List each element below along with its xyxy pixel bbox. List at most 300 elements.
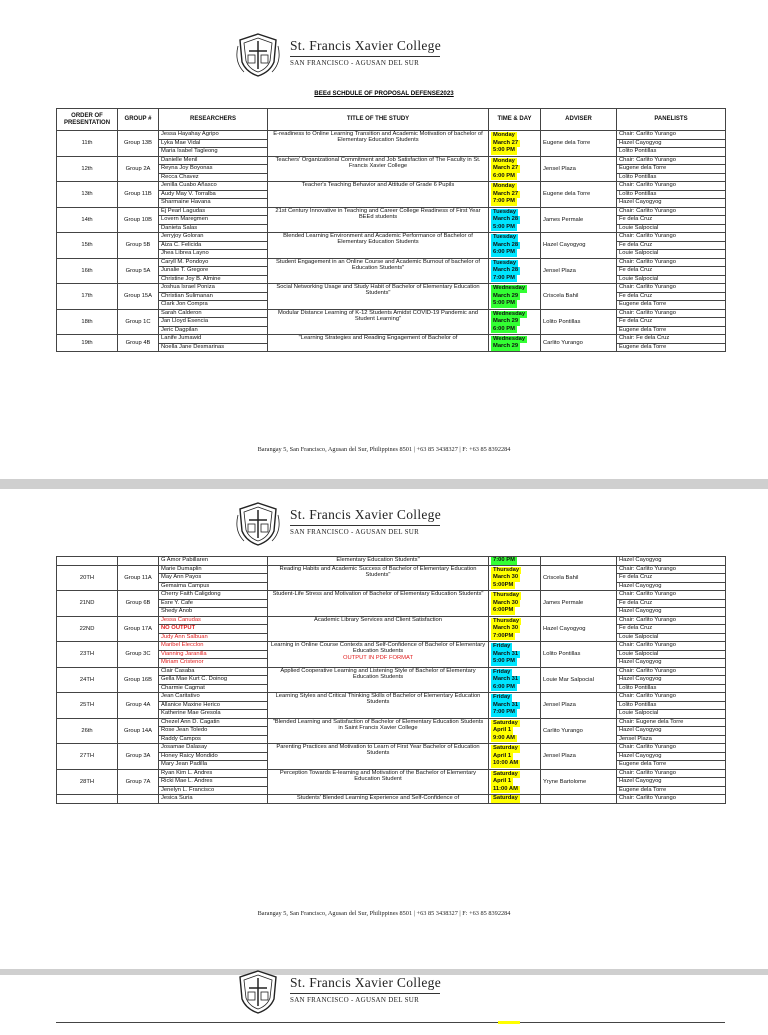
study-title: Student-Life Stress and Motivation of Bachelor of Elementary Education Students" xyxy=(272,591,484,597)
researcher-name: Danielle Menil xyxy=(161,156,198,163)
order-cell: 12th xyxy=(57,156,118,182)
researcher-name: Ej Pearl Lagudas xyxy=(161,207,206,214)
time-day-cell xyxy=(489,131,541,157)
time-day-cell xyxy=(489,233,541,259)
study-title-cell xyxy=(268,284,489,310)
researcher-name: Jerryjoy Goloran xyxy=(161,233,204,239)
study-title: Reading Habits and Academic Success of Bachelor of Elementary Education Students" xyxy=(279,565,477,578)
researcher-name: Jessa Hayahay Agripo xyxy=(161,131,219,137)
adviser-cell: Eugene dela Torre xyxy=(541,182,617,208)
panelist-name: Fe dela Cruz xyxy=(617,599,725,608)
column-header: RESEARCHERS xyxy=(159,109,268,131)
researcher-name: Recca Chavez xyxy=(159,173,267,182)
researcher-name: Aiza C. Felicida xyxy=(159,241,267,250)
panelist-name: Fe dela Cruz xyxy=(617,292,725,301)
time-day-line xyxy=(489,771,540,779)
panelists-cell xyxy=(617,667,726,693)
time-day-line xyxy=(489,745,540,753)
researchers-cell xyxy=(159,207,268,233)
time-day-line xyxy=(489,669,540,677)
time-day-text: 5:00 PM xyxy=(493,223,515,230)
researchers-cell xyxy=(159,557,268,566)
panelist-name: Chair: Carlito Yurango xyxy=(619,284,676,290)
panelist-name: Fe dela Cruz xyxy=(617,317,725,326)
researchers-cell xyxy=(159,642,268,668)
group-cell: Group 11A xyxy=(118,565,159,591)
college-name: St. Francis Xavier College xyxy=(290,507,442,522)
researcher-name: Esre Y. Cafe xyxy=(159,599,267,608)
column-header: TIME & DAY xyxy=(489,109,541,131)
adviser-cell: Hazel Cayogyog xyxy=(541,233,617,259)
panelists-cell xyxy=(617,565,726,591)
time-day-text: March 27 xyxy=(493,190,519,197)
panelist-name: Lolito Pontillas xyxy=(617,701,725,710)
panelist-name: Hazel Cayogyog xyxy=(617,582,725,591)
time-day-line xyxy=(489,158,540,166)
order-cell: 21ND xyxy=(57,591,118,617)
document-page-2 xyxy=(0,489,768,969)
time-day-text: March 29 xyxy=(493,318,519,324)
panelist-name: Chair: Carlito Yurango xyxy=(619,591,676,597)
group-cell: Group 2A xyxy=(118,156,159,182)
panelist-name: Hazel Cayogyog xyxy=(617,139,725,148)
time-day-cell xyxy=(489,284,541,310)
college-crest-icon xyxy=(236,969,280,1015)
researchers-cell xyxy=(159,769,268,795)
panelist-name: Lolito Pontillas xyxy=(617,147,725,156)
college-header xyxy=(236,501,556,549)
time-day-text: 5:00 PM xyxy=(493,300,515,306)
time-day-text: 5:00 PM xyxy=(493,658,515,664)
researchers-cell xyxy=(159,591,268,617)
time-day-text: March 27 xyxy=(493,139,519,146)
adviser-cell: Lolito Pontillas xyxy=(541,642,617,668)
adviser-cell: Jensel Plaza xyxy=(541,258,617,284)
table-row xyxy=(57,744,726,770)
time-day-text: Tuesday xyxy=(493,234,517,240)
order-cell: 27TH xyxy=(57,744,118,770)
panelist-name: Eugene dela Torre xyxy=(617,343,725,352)
panelist-name: Louie Salpocial xyxy=(617,224,725,233)
researcher-name: Clair Casaba xyxy=(161,667,195,674)
time-day-text: Monday xyxy=(493,132,515,138)
group-cell: Group 7A xyxy=(118,769,159,795)
time-day-line xyxy=(489,311,540,319)
table-row xyxy=(57,258,726,284)
study-title: Parenting Practices and Motivation to Learn of First Year Bachelor of Education Students xyxy=(276,744,480,757)
time-day-text: Tuesday xyxy=(493,259,517,266)
header-divider xyxy=(290,56,440,57)
document-title: BEEd SCHDULE OF PROPOSAL DEFENSE2023 xyxy=(314,90,454,97)
time-day-line xyxy=(489,735,540,743)
study-title: Student Engagement in an Online Course and Academic Burnout of bachelor of Education Students" xyxy=(276,258,480,271)
table-row xyxy=(57,693,726,719)
adviser-cell: Yryne Bartolome xyxy=(541,769,617,795)
study-title-cell xyxy=(268,642,489,668)
college-header xyxy=(236,32,556,80)
study-title: E-readiness to Online Learning Transition and Academic Motivation of bachelor of Elementary Education Students xyxy=(273,131,483,144)
time-day-line xyxy=(489,198,540,206)
time-day-text: 5:00 PM xyxy=(493,147,515,153)
panelist-name: Lolito Pontillas xyxy=(617,190,725,199)
time-day-text: Thursday xyxy=(493,617,520,624)
table-row xyxy=(57,616,726,642)
adviser-cell: Carlito Yurango xyxy=(541,718,617,744)
study-title-cell xyxy=(268,744,489,770)
time-day-line xyxy=(489,592,540,600)
panelist-name: Louie Salpocial xyxy=(617,709,725,718)
group-cell: Group 5B xyxy=(118,233,159,259)
time-day-line xyxy=(489,625,540,633)
time-day-text: April 1 xyxy=(493,752,512,759)
researcher-name: Charmie Cagmat xyxy=(159,684,267,693)
adviser-cell xyxy=(541,557,617,566)
time-day-cell xyxy=(489,207,541,233)
adviser-cell: James Permale xyxy=(541,207,617,233)
time-day-line xyxy=(489,191,540,199)
time-day-line xyxy=(489,786,540,794)
panelist-name: Chair: Carlito Yurango xyxy=(619,182,676,188)
time-day-text: 7:00 PM xyxy=(493,198,515,204)
panelist-name: Chair: Carlito Yurango xyxy=(619,642,676,648)
researcher-name: Honey Raicy Mondido xyxy=(159,752,267,761)
panelists-cell xyxy=(617,693,726,719)
time-day-text: March 31 xyxy=(493,701,519,708)
researchers-cell xyxy=(159,718,268,744)
document-page-1 xyxy=(0,0,768,479)
time-day-line xyxy=(489,326,540,334)
time-day-text: March 29 xyxy=(493,292,519,299)
panelist-name: Louie Salpocial xyxy=(617,633,725,642)
order-cell: 17th xyxy=(57,284,118,310)
time-day-line xyxy=(489,618,540,626)
researchers-cell xyxy=(159,565,268,591)
table-row xyxy=(57,233,726,259)
group-cell: Group 3A xyxy=(118,744,159,770)
panelist-name: Louie Salpocial xyxy=(617,275,725,284)
order-cell: 25TH xyxy=(57,693,118,719)
panelist-name: Hazel Cayogyog xyxy=(617,607,725,616)
panelist-name: Chair: Carlito Yurango xyxy=(619,258,676,265)
group-cell: Group 11B xyxy=(118,182,159,208)
study-title-cell xyxy=(268,207,489,233)
adviser-cell: Lolito Pontillas xyxy=(541,309,617,335)
study-title: Teacher's Teaching Behavior and Attitude of Grade 6 Pupils xyxy=(301,182,455,188)
researcher-name: Reyna Joy Boyonas xyxy=(159,164,267,173)
study-title-cell xyxy=(268,156,489,182)
adviser-cell: Eugene dela Torre xyxy=(541,131,617,157)
time-day-line xyxy=(489,336,540,344)
researcher-name: Shedy Anob xyxy=(159,607,267,616)
researcher-name: Jan Lloyd Esencia xyxy=(159,317,267,326)
time-day-cell xyxy=(489,309,541,335)
time-day-line xyxy=(489,727,540,735)
time-day-line xyxy=(489,567,540,575)
panelist-name: Chair: Carlito Yurango xyxy=(619,616,676,623)
column-header: ADVISER xyxy=(541,109,617,131)
study-title-cell xyxy=(268,693,489,719)
panelists-cell xyxy=(617,258,726,284)
order-cell: 28TH xyxy=(57,769,118,795)
time-day-line xyxy=(489,224,540,232)
researchers-cell xyxy=(159,284,268,310)
table-row xyxy=(57,156,726,182)
time-day-cell xyxy=(489,616,541,642)
researcher-name: Marie Dumaplin xyxy=(161,565,202,572)
group-cell: Group 16B xyxy=(118,667,159,693)
panelist-name: Hazel Cayogyog xyxy=(619,557,662,563)
time-day-line xyxy=(489,658,540,666)
table-row xyxy=(57,591,726,617)
order-cell: 24TH xyxy=(57,667,118,693)
group-cell: Group 3C xyxy=(118,642,159,668)
study-title: Elementary Education Students" xyxy=(336,557,420,563)
panelist-name: Chair: Carlito Yurango xyxy=(619,744,676,750)
researcher-name: Vianning Jaranilla xyxy=(159,650,267,659)
output-note: OUTPUT IN PDF FORMAT xyxy=(343,654,413,661)
group-cell: Group 5A xyxy=(118,258,159,284)
group-cell: Group 10B xyxy=(118,207,159,233)
researcher-name: Jenilla Cuabo Añasco xyxy=(161,182,217,188)
column-header: PANELISTS xyxy=(617,109,726,131)
panelist-name: Fe dela Cruz xyxy=(617,624,725,633)
panelists-cell xyxy=(617,718,726,744)
schedule-table-page-1 xyxy=(56,108,726,352)
order-cell: 20TH xyxy=(57,565,118,591)
order-cell xyxy=(57,795,118,804)
researchers-cell xyxy=(159,182,268,208)
time-day-line xyxy=(489,651,540,659)
time-day-text: 9:00 AM xyxy=(493,734,516,741)
researcher-name: Christian Sulimanan xyxy=(159,292,267,301)
college-location: SAN FRANCISCO - AGUSAN DEL SUR xyxy=(290,59,420,67)
researcher-name: Rose Jean Toledo xyxy=(159,726,267,735)
researcher-name: Jean Caritativo xyxy=(161,693,200,699)
panelist-name: Louie Salpocial xyxy=(617,650,725,659)
college-name: St. Francis Xavier College xyxy=(290,975,442,990)
study-title: Teachers' Organizational Commitment and Job Satisfaction of The Faculty in St. Francis Xavier College xyxy=(275,156,481,169)
order-cell: 11th xyxy=(57,131,118,157)
time-day-line xyxy=(489,709,540,717)
table-row xyxy=(57,207,726,233)
college-location: SAN FRANCISCO - AGUSAN DEL SUR xyxy=(290,996,420,1004)
table-row xyxy=(57,557,726,566)
study-title: Social Networking Usage and Study Habit of Bachelor of Elementary Education Students" xyxy=(276,284,480,297)
panelist-name: Chair: Carlito Yurango xyxy=(619,131,676,137)
panelists-cell xyxy=(617,642,726,668)
time-day-line xyxy=(489,720,540,728)
panelist-name: Hazel Cayogyog xyxy=(617,726,725,735)
panelists-cell xyxy=(617,769,726,795)
time-day-text: 7:00 PM xyxy=(493,274,515,281)
order-cell: 14th xyxy=(57,207,118,233)
time-day-text: 6:00 PM xyxy=(493,325,515,332)
time-day-text: Thursday xyxy=(493,592,520,598)
panelists-cell xyxy=(617,207,726,233)
time-day-text: March 28 xyxy=(493,241,519,248)
study-title-cell xyxy=(268,769,489,795)
panelist-name: Chair: Carlito Yurango xyxy=(619,233,676,239)
table-row xyxy=(57,769,726,795)
researcher-name: Mary Jean Padilla xyxy=(159,760,267,769)
time-day-line xyxy=(489,582,540,590)
panelist-name: Chair: Fe dela Cruz xyxy=(619,335,670,341)
group-cell: Group 6B xyxy=(118,591,159,617)
schedule-table-page-2 xyxy=(56,556,726,804)
time-day-line xyxy=(489,676,540,684)
panelists-cell xyxy=(617,616,726,642)
time-day-text: March 31 xyxy=(493,676,519,682)
time-day-line xyxy=(489,242,540,250)
researcher-name: Maribel Elecclon xyxy=(161,642,204,648)
panelist-name: Hazel Cayogyog xyxy=(617,752,725,761)
time-day-cell xyxy=(489,182,541,208)
researcher-name: Danieta Salas xyxy=(159,224,267,233)
time-day-line xyxy=(489,183,540,191)
researchers-cell xyxy=(159,693,268,719)
time-day-cell xyxy=(489,795,541,804)
researcher-name: Lanife Jumawid xyxy=(161,335,202,341)
study-title-cell xyxy=(268,591,489,617)
panelists-cell xyxy=(617,557,726,566)
panelists-cell xyxy=(617,284,726,310)
time-day-line xyxy=(489,165,540,173)
researcher-name: G Amor Pabillaren xyxy=(161,557,209,563)
time-day-text: March 30 xyxy=(493,625,519,631)
time-day-line xyxy=(489,147,540,155)
panelist-name: Hazel Cayogyog xyxy=(617,777,725,786)
researcher-name: Joshua Israel Poniza xyxy=(161,284,215,290)
time-day-cell xyxy=(489,718,541,744)
time-day-text: March 30 xyxy=(493,599,519,606)
panelist-name: Chair: Carlito Yurango xyxy=(619,769,676,776)
time-day-cell xyxy=(489,667,541,693)
time-day-text: Monday xyxy=(493,157,515,164)
time-day-line xyxy=(489,702,540,710)
time-day-text: 6:00 PM xyxy=(493,249,515,255)
study-title-cell xyxy=(268,565,489,591)
study-title: Perception Towards E-learning and Motivation of the Bachelor of Elementary Education Student xyxy=(279,769,477,782)
researcher-name: Cherry Faith Caligdong xyxy=(161,591,221,597)
panelists-cell xyxy=(617,131,726,157)
researchers-cell xyxy=(159,156,268,182)
time-day-line xyxy=(489,557,540,565)
panelists-cell xyxy=(617,309,726,335)
researchers-cell xyxy=(159,667,268,693)
time-day-line xyxy=(489,760,540,768)
study-title-cell xyxy=(268,182,489,208)
header-divider xyxy=(290,525,440,526)
time-day-line xyxy=(489,285,540,293)
time-day-line xyxy=(489,778,540,786)
researcher-name: Jenelyn L. Francisco xyxy=(159,786,267,795)
order-cell: 16th xyxy=(57,258,118,284)
researchers-cell xyxy=(159,616,268,642)
study-title: "Learning Strategies and Reading Engagement of Bachelor of xyxy=(298,335,458,341)
time-day-text: March 28 xyxy=(493,267,519,273)
study-title-cell xyxy=(268,616,489,642)
time-day-line xyxy=(489,607,540,615)
time-day-text: Friday xyxy=(493,668,511,675)
adviser-cell: Louie Mar Salpocial xyxy=(541,667,617,693)
researcher-name: Sharmaine Havana xyxy=(159,198,267,207)
time-day-line xyxy=(489,173,540,181)
panelist-name: Hazel Cayogyog xyxy=(617,658,725,667)
time-day-cell xyxy=(489,769,541,795)
researcher-name: Christine Joy B. Almine xyxy=(159,275,267,284)
panelist-name: Lolito Pontillas xyxy=(617,173,725,182)
time-day-text: 11:00 AM xyxy=(493,785,518,792)
college-crest-icon xyxy=(236,32,280,78)
time-day-line xyxy=(489,600,540,608)
time-day-text: Saturday xyxy=(493,719,518,726)
panelist-name: Fe dela Cruz xyxy=(617,266,725,275)
time-day-text: Wednesday xyxy=(493,310,526,317)
panelist-name: Louie Salpocial xyxy=(617,249,725,258)
time-day-text: March 27 xyxy=(493,165,519,171)
panelist-name: Chair: Carlito Yurango xyxy=(619,693,676,699)
researcher-name: Judy Ann Salbuan xyxy=(159,633,267,642)
researchers-cell xyxy=(159,744,268,770)
researcher-name: Caryll M. Pondoyo xyxy=(161,258,209,265)
researcher-name: Jhea Librea Layno xyxy=(159,249,267,258)
researcher-name: Katherine Mae Gresola xyxy=(159,709,267,718)
time-day-line xyxy=(489,753,540,761)
time-day-text: 7:00PM xyxy=(493,632,514,639)
study-title: 21st Century Innovative in Teaching and Career College Readiness of First Year BEEd students xyxy=(275,207,481,220)
researcher-name: Junalie T. Gregore xyxy=(159,266,267,275)
study-title-cell xyxy=(268,131,489,157)
table-row xyxy=(57,718,726,744)
time-day-cell xyxy=(489,693,541,719)
researcher-name: Clark Jon Compra xyxy=(159,300,267,309)
panelist-name: Eugene dela Torre xyxy=(617,786,725,795)
time-day-cell xyxy=(489,642,541,668)
time-day-text: Monday xyxy=(493,183,515,189)
time-day-line xyxy=(489,234,540,242)
time-day-text: Friday xyxy=(493,694,511,700)
order-cell xyxy=(57,557,118,566)
study-title-cell xyxy=(268,667,489,693)
order-cell: 22ND xyxy=(57,616,118,642)
time-day-line xyxy=(489,249,540,257)
study-title: "Blended Learning and Satisfaction of Bachelor of Elementary Education Students in Saint Francis Xavier College xyxy=(272,718,484,731)
group-cell: Group 1C xyxy=(118,309,159,335)
researcher-name: Jeric Dagpilan xyxy=(159,326,267,335)
time-day-text: 7:00 PM xyxy=(493,557,515,563)
researcher-name: Lyka Mae Vidal xyxy=(159,139,267,148)
study-title: Applied Cooperative Learning and Listening Style of Bachelor of Elementary Education Students xyxy=(280,667,476,680)
panelist-name: Eugene dela Torre xyxy=(617,760,725,769)
table-top-edge xyxy=(56,1022,725,1023)
researcher-name: Gemaima Campus xyxy=(159,582,267,591)
study-title: Blended Learning Environment and Academic Performance of Bachelor of Elementary Education Students xyxy=(283,233,473,246)
panelists-cell xyxy=(617,182,726,208)
time-day-cell xyxy=(489,591,541,617)
college-name: St. Francis Xavier College xyxy=(290,38,442,53)
researcher-name: Audy May V. Torralba xyxy=(159,190,267,199)
study-title: Academic Library Services and Client Satisfaction xyxy=(314,616,442,623)
time-day-line xyxy=(489,694,540,702)
college-crest-icon xyxy=(236,501,280,547)
panelist-name: Chair: Carlito Yurango xyxy=(619,309,676,316)
table-row xyxy=(57,182,726,208)
table-row xyxy=(57,131,726,157)
adviser-cell: Hazel Cayogyog xyxy=(541,616,617,642)
panelist-name: Chair: Carlito Yurango xyxy=(619,207,676,214)
researcher-name: Chezel Ann D. Cagatin xyxy=(161,718,220,725)
table-row xyxy=(57,309,726,335)
